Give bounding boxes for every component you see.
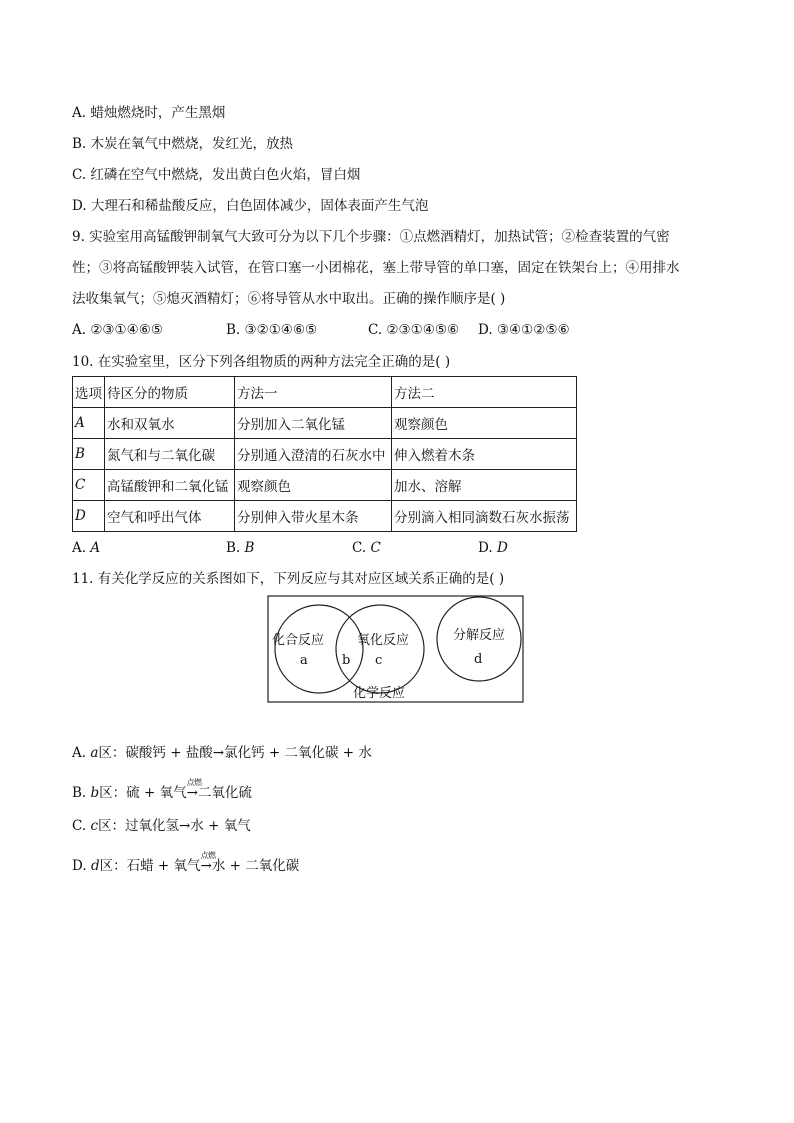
table-header-row [73, 377, 577, 408]
q10-stem: 10. 在实验室里，区分下列各组物质的两种方法完全正确的是( ) [72, 354, 451, 370]
reaction-arrow: 点燃 → [201, 857, 212, 875]
q9-option-b: B. ③②①④⑥⑤ [226, 322, 318, 338]
table-header-cell: 待区分的物质 [105, 377, 235, 408]
table-cell: C [73, 470, 105, 501]
q10-table [72, 376, 577, 532]
reaction-condition: 点燃 [186, 778, 202, 787]
q9-option-d: D. ③④①②⑤⑥ [478, 322, 570, 338]
label-chemical-reaction: 化学反应 [353, 686, 406, 701]
q11-option-d: D. d区：石蜡 + 氧气 点燃 →水 + 二氧化碳 [72, 857, 299, 875]
table-cell: 分别滴入相同滴数石灰水振荡 [392, 501, 577, 532]
q9-stem-line-1: 9. 实验室用高锰酸钾制氧气大致可分为以下几个步骤：①点燃酒精灯，加热试管；②检查装置的气密 [72, 229, 670, 245]
table-cell: B [73, 439, 105, 470]
table-cell: 分别通入澄清的石灰水中 [235, 439, 392, 470]
label-a: a [300, 653, 308, 668]
table-cell: D [73, 501, 105, 532]
label-combination: 化合反应 [272, 633, 325, 648]
table-header-cell: 方法一 [235, 377, 392, 408]
table-header-cell: 方法二 [392, 377, 577, 408]
q8-option-d: D. 大理石和稀盐酸反应，白色固体减少，固体表面产生气泡 [72, 198, 429, 214]
q9-option-a: A. ②③①④⑥⑤ [72, 322, 163, 338]
reaction-arrow: 点燃 → [187, 784, 198, 802]
label-d: d [474, 652, 483, 667]
q8-option-a: A. 蜡烛燃烧时，产生黑烟 [72, 105, 226, 121]
q8-option-b: B. 木炭在氧气中燃烧，发红光，放热 [72, 136, 294, 152]
table-row [73, 501, 577, 532]
label-c: c [375, 653, 383, 668]
table-cell: 加水、溶解 [392, 470, 577, 501]
q11-option-c: C. c区：过氧化氢→水 + 氧气 [72, 818, 251, 834]
q10-answer-a: A. A [72, 540, 101, 556]
label-b: b [342, 653, 351, 668]
q10-answer-b: B. B [226, 540, 255, 556]
table-cell: 空气和呼出气体 [105, 501, 235, 532]
label-decomposition: 分解反应 [453, 628, 506, 643]
q9-stem-line-3: 法收集氧气；⑤熄灭酒精灯；⑥将导管从水中取出。正确的操作顺序是( ) [72, 291, 506, 307]
reaction-condition: 点燃 [200, 851, 216, 860]
table-cell: 观察颜色 [235, 470, 392, 501]
combination-circle [275, 605, 363, 693]
table-cell: 水和双氧水 [105, 408, 235, 439]
q10-answer-d: D. D [478, 540, 508, 556]
table-row [73, 470, 577, 501]
table-cell: 分别伸入带火星木条 [235, 501, 392, 532]
table-cell: 分别加入二氧化锰 [235, 408, 392, 439]
q11-option-a: A. a区：碳酸钙 + 盐酸→氯化钙 + 二氧化碳 + 水 [72, 745, 372, 761]
q10-answer-options [72, 540, 572, 558]
table-row [73, 439, 577, 470]
oxidation-circle [336, 605, 424, 693]
table-cell: 观察颜色 [392, 408, 577, 439]
q11-option-b: B. b区：硫 + 氧气 点燃 →二氧化硫 [72, 784, 252, 802]
table-cell: 氮气和与二氧化碳 [105, 439, 235, 470]
q9-stem-line-2: 性；③将高锰酸钾装入试管，在管口塞一小团棉花，塞上带导管的单口塞，固定在铁架台上；④用排水 [72, 260, 680, 276]
table-cell: 高锰酸钾和二氧化锰 [105, 470, 235, 501]
q11-stem: 11. 有关化学反应的关系图如下，下列反应与其对应区域关系正确的是( ) [72, 571, 505, 587]
table-cell: A [73, 408, 105, 439]
q8-option-c: C. 红磷在空气中燃烧，发出黄白色火焰，冒白烟 [72, 167, 361, 183]
q9-option-c: C. ②③①④⑤⑥ [368, 322, 460, 338]
table-row [73, 408, 577, 439]
q10-answer-c: C. C [352, 540, 381, 556]
q9-options [72, 322, 632, 340]
label-oxidation: 氧化反应 [357, 633, 410, 648]
reaction-venn-diagram [267, 595, 525, 705]
table-cell: 伸入燃着木条 [392, 439, 577, 470]
table-header-cell: 选项 [73, 377, 105, 408]
